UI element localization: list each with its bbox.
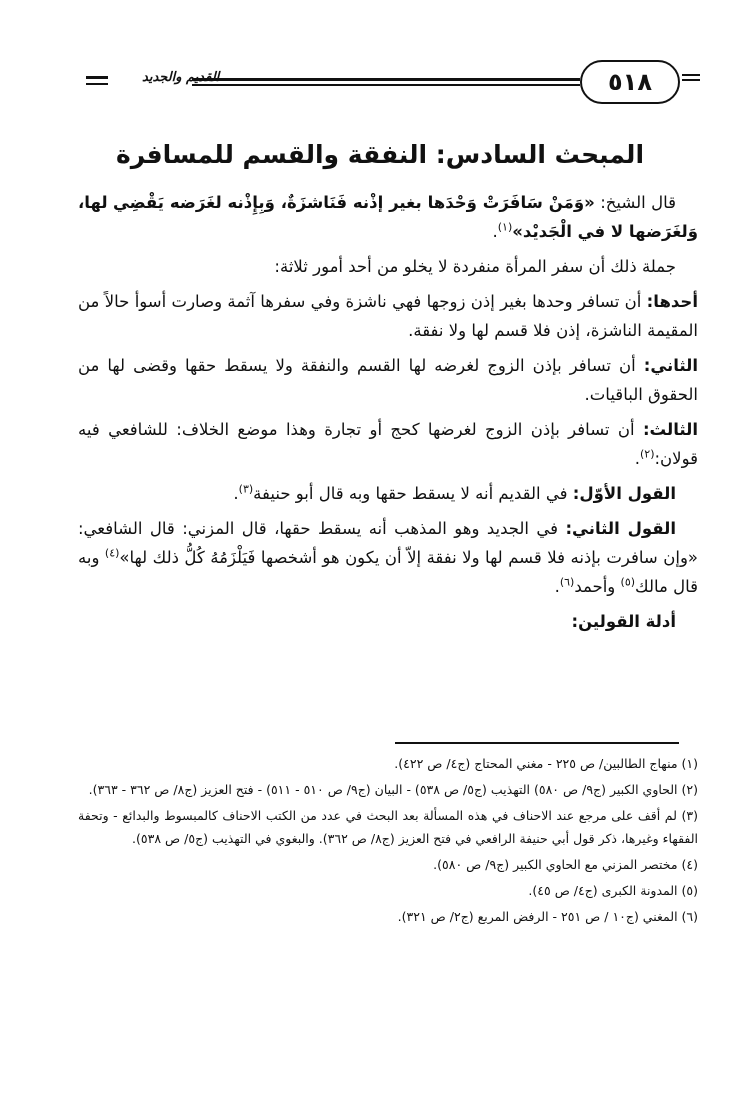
footnote-ref[interactable]: (٥) bbox=[620, 575, 636, 589]
footnote-ref[interactable]: (٢) bbox=[639, 447, 655, 461]
footnote: (٦) المغني (ج١٠ / ص ٢٥١ - الرفض المربع (ج٢/ ص ٣٢١). bbox=[397, 909, 698, 924]
header-rule bbox=[192, 84, 580, 86]
running-title: القديم والجديد bbox=[142, 70, 220, 85]
footnote-ref[interactable]: (٤) bbox=[104, 546, 120, 560]
point-text: في الجديد وهو المذهب أنه يسقط حقها، قال المزني: قال الشافعي: «وإن سافرت بإذنه فلا قسم لها ولا نفقة إلاّ أن يكون هو أشخصها فَيَلْزَمُهُ كُلُّ ذلك لها» bbox=[78, 519, 699, 567]
speaker-lead: قال الشيخ: bbox=[600, 193, 677, 212]
footnote-divider bbox=[395, 742, 679, 744]
paragraph bbox=[78, 188, 698, 246]
footnote: (٥) المدونة الكبرى (ج٤/ ص ٤٥). bbox=[528, 883, 698, 898]
footnote: (٤) مختصر المزني مع الحاوي الكبير (ج٩/ ص ٥٨٠). bbox=[433, 857, 698, 872]
paragraph bbox=[78, 351, 698, 409]
footnote-ref[interactable]: (٣) bbox=[238, 482, 254, 496]
paragraph: جملة ذلك أن سفر المرأة منفردة لا يخلو من أحد أمور ثلاثة: bbox=[274, 257, 676, 276]
paragraph bbox=[78, 514, 698, 601]
point-text: أن تسافر بإذن الزوج لغرضه لها القسم والنفقة ولا يسقط حقها وقضى لها من الحقوق الباقيات. bbox=[78, 356, 698, 404]
point-text: أن تسافر بإذن الزوج لغرضها كحج أو تجارة وهذا موضع الخلاف: للشافعي فيه قولان: bbox=[78, 420, 698, 468]
footnote: (٢) الحاوي الكبير (ج٩/ ص ٥٨٠) التهذيب (ج٥/ ص ٥٣٨) - البيان (ج٩/ ص ٥١٠ - ٥١١) - فتح العزيز (ج٨/ ص ٣٦٢ - ٣٦٣). bbox=[88, 782, 698, 797]
body-text bbox=[78, 188, 698, 642]
section-title: المبحث السادس: النفقة والقسم للمسافرة bbox=[115, 140, 645, 169]
point-label: الثالث: bbox=[642, 420, 698, 439]
footnote-ref[interactable]: (٦) bbox=[559, 575, 575, 589]
footnote: (١) منهاج الطالبين/ ص ٢٢٥ - مغني المحتاج (ج٤/ ص ٤٢٢). bbox=[394, 756, 698, 771]
point-text: في القديم أنه لا يسقط حقها وبه قال أبو حنيفة bbox=[253, 484, 573, 503]
point-label: الثاني: bbox=[643, 356, 698, 375]
punctuation: . bbox=[492, 222, 498, 241]
point-text: وأحمد bbox=[574, 577, 621, 596]
footnotes bbox=[78, 752, 698, 931]
point-label: القول الأوّل: bbox=[572, 484, 676, 503]
paragraph bbox=[78, 415, 698, 473]
point-label: أحدها: bbox=[646, 292, 698, 311]
paragraph bbox=[78, 287, 698, 345]
point-text: أن تسافر وحدها بغير إذن زوجها فهي ناشزة وفي سفرها آثمة وصارت أسوأ حالاً من المقيمة الناشزة، إذن فلا قسم لها ولا نفقة. bbox=[78, 292, 698, 340]
header-rule bbox=[682, 74, 700, 76]
header-rule bbox=[86, 83, 108, 85]
header-rule bbox=[86, 76, 108, 79]
point-text: وبه قال مالك bbox=[78, 548, 698, 596]
paragraph bbox=[78, 479, 698, 508]
footnote: (٣) لم أقف على مرجع عند الاحناف في هذه المسألة بعد البحث في عدد من الكتب الاحناف كالمبسوط والبدائع - وتحفة الفقهاء وغيرها، ذكر قول أبي حنيفة الرافعي في فتح العزيز (ج٨/ ص ٣٦٢). والبغوي في التهذيب (ج٥/ ص ٥٣٨). bbox=[78, 808, 698, 846]
punctuation: . bbox=[554, 577, 560, 596]
quotation: لها، وَلغَرَضها لا في الْجَديْد» bbox=[78, 193, 698, 241]
punctuation: . bbox=[233, 484, 239, 503]
footnote-ref[interactable]: (١) bbox=[497, 220, 513, 234]
subheading: أدلة القولين: bbox=[571, 612, 676, 631]
header-rule bbox=[682, 79, 700, 81]
header-rule bbox=[192, 78, 580, 81]
point-label: القول الثاني: bbox=[565, 519, 677, 538]
page-header bbox=[60, 58, 700, 106]
punctuation: . bbox=[634, 449, 640, 468]
page-number: ٥١٨ bbox=[580, 60, 680, 104]
quotation: «وَمَنْ سَافَرَتْ وَحْدَها بغير إذْنه فَنَاشزَةٌ، وَبِإِذْنه لغَرَضه يَقْضِي bbox=[112, 193, 595, 212]
